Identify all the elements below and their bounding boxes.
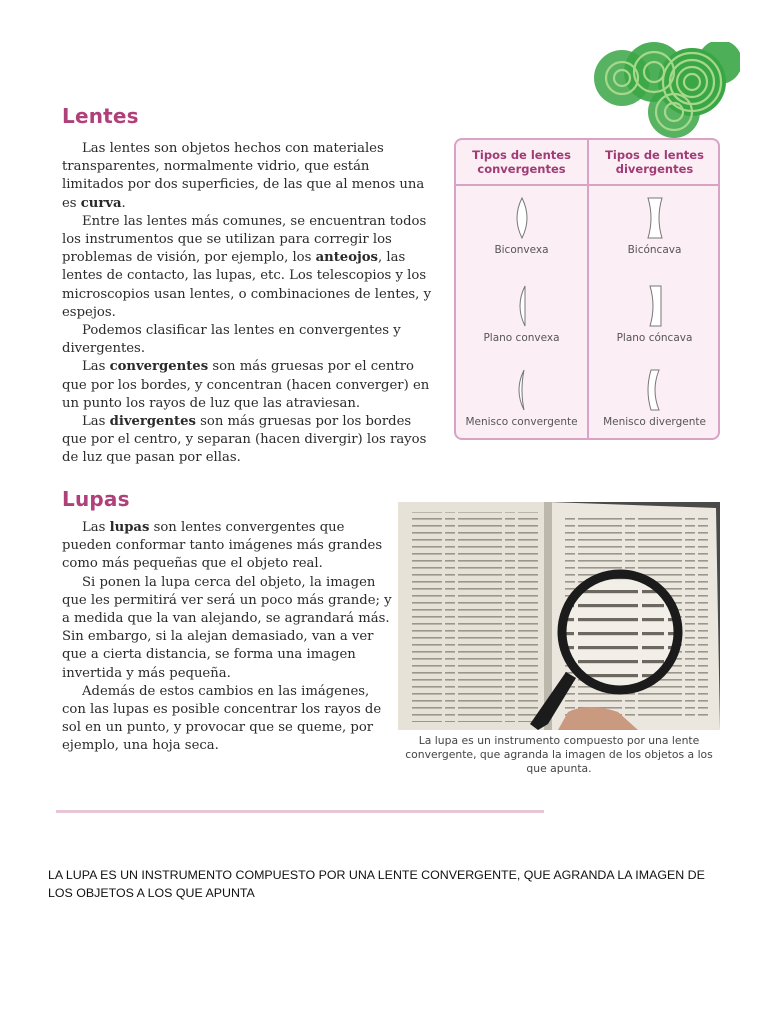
bold-term: convergentes: [109, 359, 209, 375]
section-divider: [56, 810, 544, 813]
paragraph: Podemos clasificar las lentes en convergentes y divergentes.: [62, 323, 401, 357]
lens-label: Biconvexa: [494, 244, 549, 256]
lens-plano-concava: [589, 284, 720, 344]
text: son más gruesas por los bordes que por el centro, y separan (hacen divergir) los rayos de luz que pasan por ellas.: [62, 414, 427, 466]
lens-label: Menisco divergente: [603, 416, 706, 428]
lens-menisco-divergente: [589, 368, 720, 428]
magnifying-glass-photo: [398, 502, 720, 730]
section-title-lentes: Lentes: [62, 104, 139, 128]
lens-label: Menisco convergente: [465, 416, 578, 428]
bold-term: lupas: [109, 520, 150, 535]
lens-menisco-convergente: [456, 368, 587, 428]
lens-biconvexa: [456, 196, 587, 256]
paragraph: [62, 213, 434, 322]
text: Las: [82, 520, 110, 535]
table-header-divergentes: Tipos de lentes divergentes: [605, 148, 704, 176]
text: Las: [82, 414, 110, 430]
biconvex-lens-icon: [512, 196, 532, 240]
text: , las lentes de contacto, las lupas, etc. Los telescopios y los microscopios usan lentes, o combinaciones de lentes, y espejos.: [62, 250, 432, 320]
text: .: [121, 195, 126, 211]
bold-term: anteojos: [315, 250, 378, 266]
lens-plano-convexa: [456, 284, 587, 344]
lens-label: Bicóncava: [627, 244, 682, 256]
bottom-note-text: LA LUPA ES UN INSTRUMENTO COMPUESTO POR UNA LENTE CONVERGENTE, QUE AGRANDA LA IMAGEN DE LOS OBJETOS A LOS QUE APUNTA: [48, 868, 705, 900]
lens-types-table: [454, 138, 720, 440]
biconcave-lens-icon: [645, 196, 665, 240]
plano-convex-lens-icon: [512, 284, 532, 328]
paragraph: [62, 358, 434, 413]
text: son más gruesas por el centro que por los bordes, y concentran (hacen converger) en un punto los rayos de luz que las atraviesan.: [62, 359, 430, 411]
lupas-body-text: [62, 519, 392, 756]
table-divider: [456, 184, 718, 186]
text: Las: [82, 359, 110, 375]
lens-label: Plano convexa: [483, 332, 560, 344]
converging-meniscus-icon: [512, 368, 532, 412]
diverging-meniscus-icon: [645, 368, 665, 412]
paragraph: Si ponen la lupa cerca del objeto, la imagen que les permitirá ver será un poco más grande; y a medida que la van alejando, se agrandará más. Sin embargo, si la alejan demasiado, van a ver que a cierta distancia, se forma una imagen invertida y más pequeña.: [62, 574, 392, 681]
section-title-lupas: Lupas: [62, 487, 130, 511]
decorative-green-circles: [592, 42, 740, 144]
lens-biconcava: [589, 196, 720, 256]
photo-caption: La lupa es un instrumento compuesto por una lente convergente, que agranda la imagen de los objetos a los que apunta.: [405, 734, 713, 775]
text: son lentes convergentes que pueden conformar tanto imágenes más grandes como más pequeñas que el objeto real.: [62, 520, 383, 572]
text: Las lentes son objetos hechos con materiales transparentes, normalmente vidrio, que están limitados por dos superficies, de las que al menos una es: [62, 141, 425, 211]
lens-label: Plano cóncava: [616, 332, 693, 344]
text: Entre las lentes más comunes, se encuentran todos los instrumentos que se utilizan para corregir los problemas de visión, por ejemplo, los: [62, 213, 427, 266]
paragraph: [62, 519, 392, 574]
lentes-body-text: [62, 140, 434, 468]
bold-term: curva: [80, 195, 122, 211]
bold-term: divergentes: [109, 414, 196, 430]
plano-concave-lens-icon: [645, 284, 665, 328]
paragraph: [62, 413, 434, 468]
table-header-convergentes: Tipos de lentes convergentes: [472, 148, 571, 176]
paragraph: Además de estos cambios en las imágenes, con las lupas es posible concentrar los rayos de sol en un punto, y provocar que se queme, por ejemplo, una hoja seca.: [62, 683, 382, 754]
paragraph: [62, 140, 434, 213]
